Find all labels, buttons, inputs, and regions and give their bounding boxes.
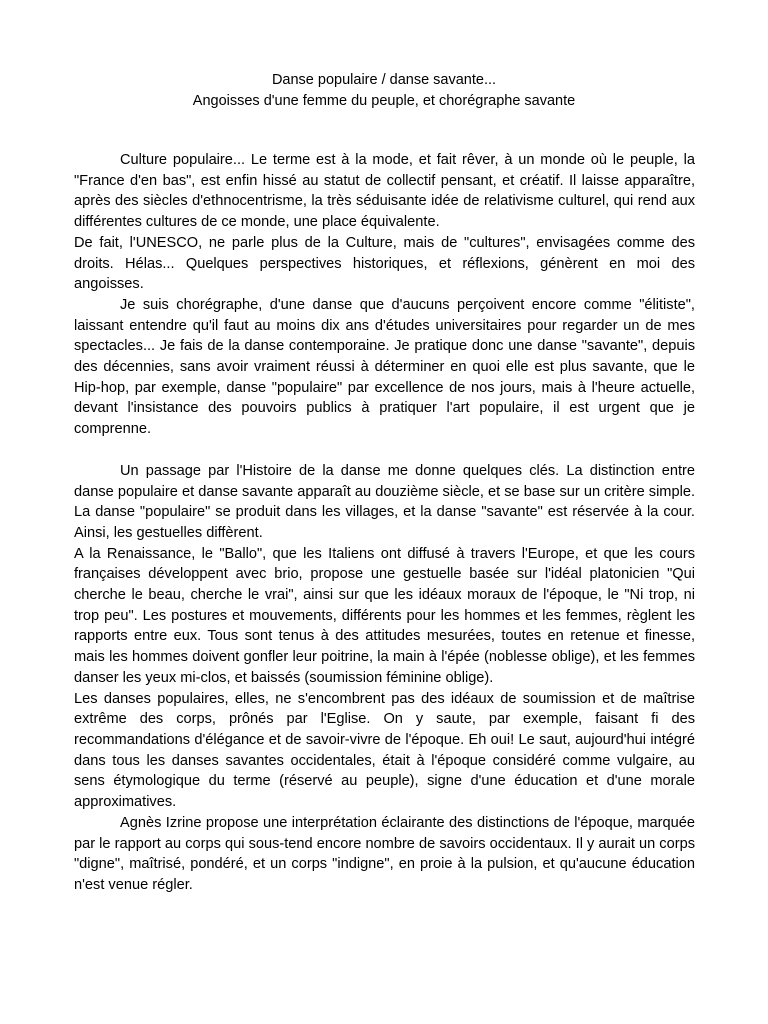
paragraph-danses-populaires: Les danses populaires, elles, ne s'encombrent pas des idéaux de soumission et de maîtrise extrême des corps, prônés par l'Eglise. On y saute, par exemple, faisant fi des recommandations d'élégance et de savoir-vivre de l'époque. Eh oui! Le saut, aujourd'hui intégré dans tous les danses savantes occidentales, était à l'époque considéré comme vulgaire, au sens étymologique du terme (réservé au peuple), signe d'une éducation et d'une morale approximatives. xyxy=(74,690,695,811)
paragraph-spacer xyxy=(74,440,695,461)
paragraph-renaissance: A la Renaissance, le "Ballo", que les Italiens ont diffusé à travers l'Europe, et que les cours françaises développent avec brio, propose une gestuelle basée sur l'idéal platonicien "Qui cherche le beau, cherche le vrai", ainsi sur que les idéaux moraux de l'époque, le "Ni trop, ni trop peu". Les postures et mouvements, différents pour les hommes et les femmes, règlent les rapports entre eux. Tous sont tenus à des attitudes mesurées, toutes en retenue et finesse, mais les hommes doivent gonfler leur poitrine, la main à l'épée (noblesse oblige), et les femmes danser les yeux mi-clos, et baissés (soumission féminine oblige). xyxy=(74,545,695,686)
paragraph-choregraphe: Je suis chorégraphe, d'une danse que d'aucuns perçoivent encore comme "élitiste", laissant entendre qu'il faut au moins dix ans d'études universitaires pour regarder un de mes spectacles... Je fais de la danse contemporaine. Je pratique donc une danse "savante", depuis des décennies, sans avoir vraiment réussi à déterminer en quoi elle est plus savante, que le Hip-hop, par exemple, danse "populaire" par excellence de nos jours, mais à l'heure actuelle, devant l'insistance des pouvoirs publics à pratiquer l'art populaire, il est urgent que je comprenne. xyxy=(74,296,695,438)
title-line-2: Angoisses d'une femme du peuple, et chorégraphe savante xyxy=(192,93,576,109)
paragraph-culture-populaire: Culture populaire... Le terme est à la mode, et fait rêver, à un monde où le peuple, la "France d'en bas", est enfin hissé au statut de collectif pensant, et créatif. Il laisse apparaître, après des siècles d'ethnocentrisme, la très séduisante idée de relativisme culturel, qui rend aux différentes cultures de ce monde, une place équivalente. xyxy=(74,152,695,231)
paragraph-histoire: Un passage par l'Histoire de la danse me donne quelques clés. La distinction entre danse populaire et danse savante apparaît au douzième siècle, et se base sur un critère simple. La danse "populaire" se produit dans les villages, et la danse "savante" est réservée à la cour. Ainsi, les gestuelles diffèrent. xyxy=(74,462,695,541)
title-line-1: Danse populaire / danse savante... xyxy=(271,72,497,88)
document-title xyxy=(0,70,768,112)
paragraph-unesco: De fait, l'UNESCO, ne parle plus de la Culture, mais de "cultures", envisagées comme des droits. Hélas... Quelques perspectives historiques, et réflexions, génèrent en moi des angoisses. xyxy=(74,234,695,293)
document-body xyxy=(74,150,695,896)
paragraph-izrine: Agnès Izrine propose une interprétation éclairante des distinctions de l'époque, marquée par le rapport au corps qui sous-tend encore nombre de savoirs occidentaux. Il y aurait un corps "digne", maîtrisé, pondéré, et un corps "indigne", en proie à la pulsion, et qu'aucune éducation n'est venue régler. xyxy=(74,814,695,893)
